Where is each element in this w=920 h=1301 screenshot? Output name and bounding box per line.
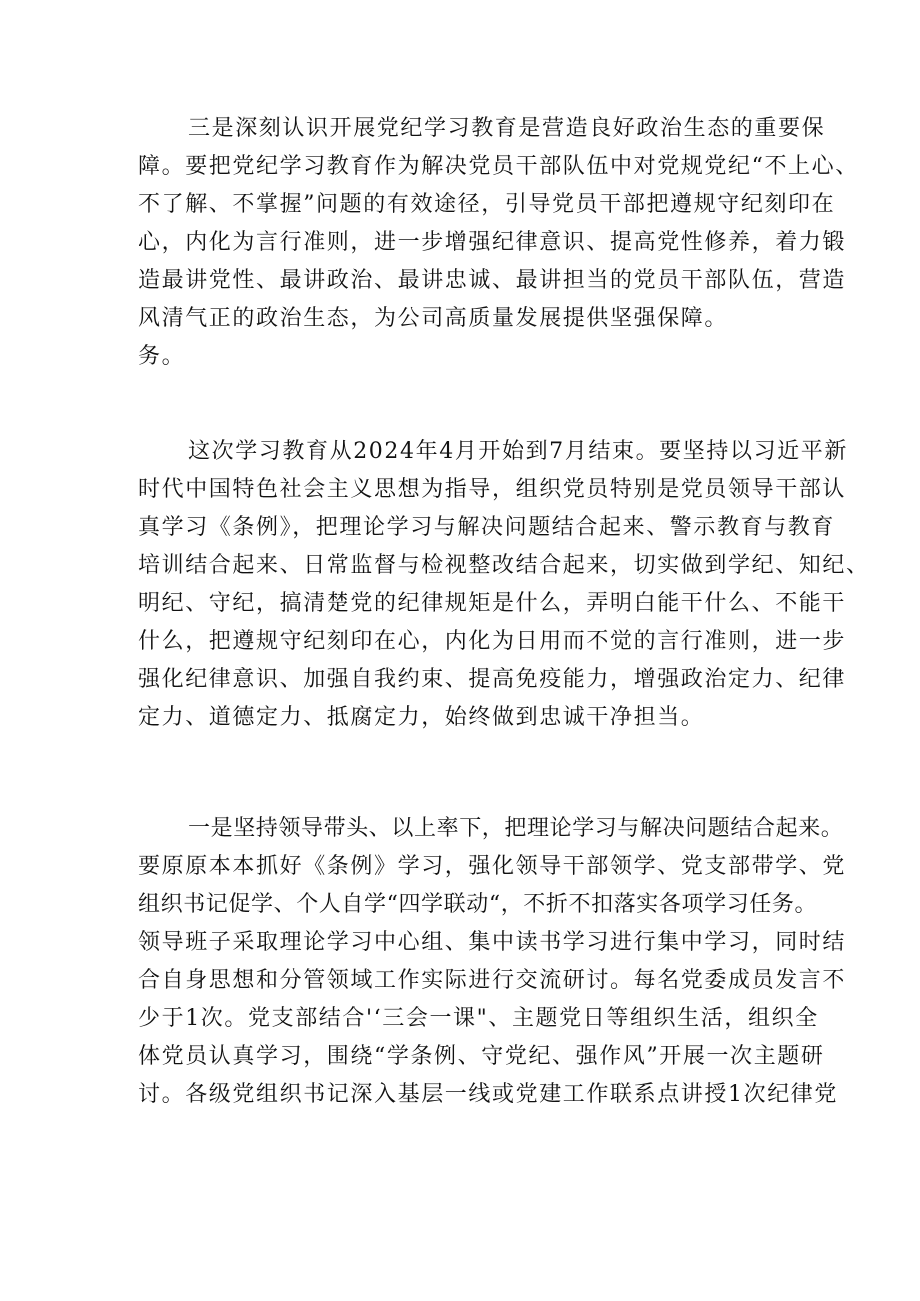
text-line: 时代中国特色社会主义思想为指导，组织党员特别是党员领导干部认 (138, 477, 847, 502)
text-line: 少于1次。党支部结合'‘三会一课"、主题党日等组织生活，组织全 (138, 1006, 819, 1031)
text-line: 合自身思想和分管领域工作实际进行交流研讨。每名党委成员发言不 (138, 968, 847, 993)
text-line: 风清气正的政治生态，为公司高质量发展提供坚强保障。 (138, 306, 729, 331)
text-line: 明纪、守纪，搞清楚党的纪律规矩是什么，弄明白能干什么、不能干 (138, 591, 847, 616)
text-line: 领导班子采取理论学习中心组、集中读书学习进行集中学习，同时结 (138, 930, 847, 955)
text-line: 培训结合起来、日常监督与检视整改结合起来，切实做到学纪、知纪、 (138, 553, 870, 578)
text-line: 讨。各级党组织书记深入基层一线或党建工作联系点讲授1次纪律党 (138, 1082, 838, 1107)
text-line: 这次学习教育从2024年4月开始到7月结束。要坚持以习近平新 (188, 439, 848, 464)
text-line: 障。要把党纪学习教育作为解决党员干部队伍中对党规党纪“不上心、 (138, 154, 859, 179)
text-line: 定力、道德定力、抵腐定力，始终做到忠诚干净担当。 (138, 705, 705, 730)
text-line: 什么，把遵规守纪刻印在心，内化为日用而不觉的言行准则，进一步 (138, 629, 847, 654)
paragraph-leadership-example (138, 810, 847, 1114)
text-line: 体党员认真学习，围绕“学条例、守党纪、强作风”开展一次主题研 (138, 1044, 825, 1069)
text-line: 务。 (138, 344, 186, 369)
paragraph-party-discipline-ecology (138, 110, 859, 376)
text-line: 强化纪律意识、加强自我约束、提高免疫能力，增强政治定力、纪律 (138, 667, 847, 692)
text-line: 不了解、不掌握”问题的有效途径，引导党员干部把遵规守纪刻印在 (138, 192, 836, 217)
text-line: 真学习《条例》，把理论学习与解决问题结合起来、警示教育与教育 (138, 515, 836, 540)
text-line: 心，内化为言行准则，进一步增强纪律意识、提高党性修养，着力锻 (138, 230, 847, 255)
text-line: 造最讲党性、最讲政治、最讲忠诚、最讲担当的党员干部队伍，营造 (138, 268, 847, 293)
text-line: 要原原本本抓好《条例》学习，强化领导干部领学、党支部带学、党 (138, 854, 847, 879)
text-line: 组织书记促学、个人自学“四学联动“，不折不扣落实各项学习任务。 (138, 892, 818, 917)
paragraph-study-period (138, 433, 870, 737)
text-line: 三是深刻认识开展党纪学习教育是营造良好政治生态的重要保 (188, 116, 826, 141)
text-line: 一是坚持领导带头、以上率下，把理论学习与解决问题结合起来。 (188, 816, 844, 841)
